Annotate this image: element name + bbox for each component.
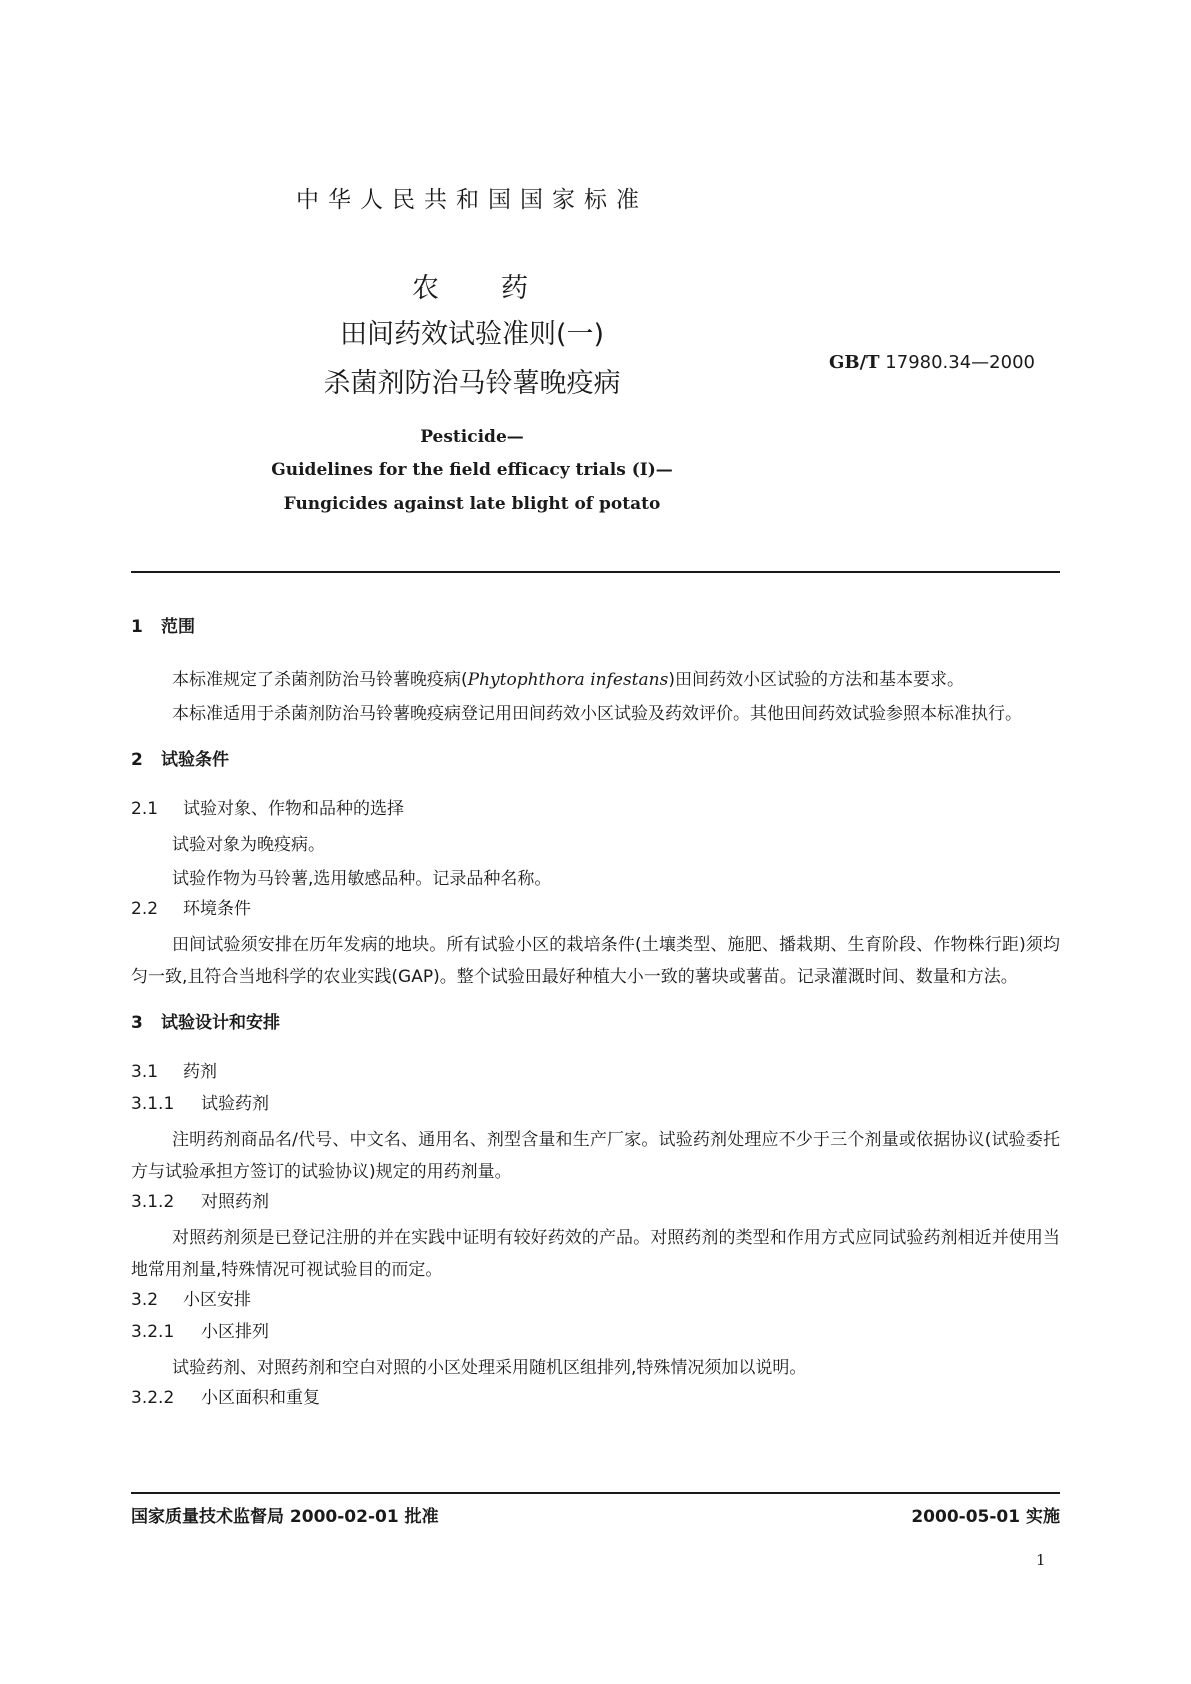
text-run: 本标准规定了杀菌剂防治马铃薯晚疫病(: [172, 670, 468, 690]
subsection-title: 环境条件: [183, 899, 251, 919]
section-number: 2: [131, 750, 143, 770]
paragraph: 注明药剂商品名/代号、中文名、通用名、剂型含量和生产厂家。试验药剂处理应不少于三个剂量或依据协议(试验委托方与试验承担方签订的试验协议)规定的用药剂量。: [131, 1130, 1060, 1182]
paragraph: 对照药剂须是已登记注册的并在实践中证明有较好药效的产品。对照药剂的类型和作用方式应同试验药剂相近并使用当地常用剂量,特殊情况可视试验目的而定。: [131, 1228, 1060, 1280]
section-title: 试验条件: [161, 750, 229, 770]
page-number: 1: [1036, 1551, 1046, 1569]
header-divider: [131, 571, 1060, 573]
standard-code-prefix: GB/T: [829, 352, 880, 373]
subsection-heading: [131, 1288, 1060, 1312]
subsection-title: 试验对象、作物和品种的选择: [183, 799, 404, 819]
subsection-title: 小区安排: [183, 1290, 251, 1310]
paragraph: 本标准适用于杀菌剂防治马铃薯晚疫病登记用田间药效小区试验及药效评价。其他田间药效试验参照本标准执行。: [172, 704, 1022, 724]
subsubsection-title: 小区排列: [201, 1322, 269, 1342]
subsubsection-heading: [131, 1092, 1060, 1116]
subsubsection-number: 3.2.1: [131, 1322, 175, 1342]
subsubsection-number: 3.1.1: [131, 1094, 175, 1114]
document-body: [131, 615, 1060, 1418]
standard-code: [829, 352, 1035, 373]
subsubsection-number: 3.1.2: [131, 1192, 175, 1212]
standard-code-number: 17980.34—2000: [885, 352, 1035, 373]
subsubsection-number: 3.2.2: [131, 1388, 175, 1408]
text-run: )田间药效小区试验的方法和基本要求。: [668, 670, 964, 690]
subsection-number: 3.1: [131, 1062, 159, 1082]
subsubsection-heading: [131, 1320, 1060, 1344]
title-zh-word-2: 药: [501, 273, 532, 304]
subsection-number: 2.1: [131, 799, 159, 819]
subsubsection-title: 小区面积和重复: [201, 1388, 320, 1408]
title-zh-word-1: 农: [412, 273, 443, 304]
subsection-heading: [131, 797, 1060, 821]
title-en-line-2: Guidelines for the field efficacy trials (Ⅰ)—: [271, 460, 673, 480]
title-en-line-1: Pesticide—: [420, 427, 524, 447]
approval-date: 国家质量技术监督局 2000-02-01 批准: [131, 1507, 439, 1527]
subsection-number: 3.2: [131, 1290, 159, 1310]
section-number: 3: [131, 1013, 143, 1033]
subsection-heading: [131, 1060, 1060, 1084]
subsubsection-heading: [131, 1386, 1060, 1410]
title-zh-line-3: 杀菌剂防治马铃薯晚疫病: [323, 368, 621, 399]
title-en-line-3: Fungicides against late blight of potato: [283, 494, 661, 514]
paragraph: [131, 664, 1060, 696]
subsection-number: 2.2: [131, 899, 159, 919]
subsubsection-heading: [131, 1190, 1060, 1214]
subsubsection-title: 试验药剂: [201, 1094, 269, 1114]
section-number: 1: [131, 617, 143, 637]
subsection-heading: [131, 897, 1060, 921]
subsubsection-title: 对照药剂: [201, 1192, 269, 1212]
title-zh-line-2: 田间药效试验准则(一): [339, 319, 605, 350]
section-1-heading: [131, 615, 1060, 639]
paragraph: 田间试验须安排在历年发病的地块。所有试验小区的栽培条件(土壤类型、施肥、播栽期、生育阶段、作物株行距)须均匀一致,且符合当地科学的农业实践(GAP)。整个试验田最好种植大小一致的薯块或薯苗。记录灌溉时间、数量和方法。: [131, 935, 1060, 987]
title-zh-line-1: [212, 266, 732, 305]
section-3-heading: [131, 1011, 1060, 1035]
paragraph: 试验作物为马铃薯,选用敏感品种。记录品种名称。: [172, 869, 552, 889]
national-standard-title: 中华人民共和国国家标准: [296, 187, 648, 213]
section-title: 试验设计和安排: [161, 1013, 280, 1033]
section-2-heading: [131, 748, 1060, 772]
latin-name: Phytophthora infestans: [467, 670, 669, 690]
effective-date: 2000-05-01 实施: [911, 1507, 1060, 1527]
subsection-title: 药剂: [183, 1062, 217, 1082]
paragraph: 试验药剂、对照药剂和空白对照的小区处理采用随机区组排列,特殊情况须加以说明。: [172, 1358, 807, 1378]
section-title: 范围: [161, 617, 195, 637]
paragraph: 试验对象为晚疫病。: [172, 835, 325, 855]
footer-divider: [131, 1492, 1060, 1494]
